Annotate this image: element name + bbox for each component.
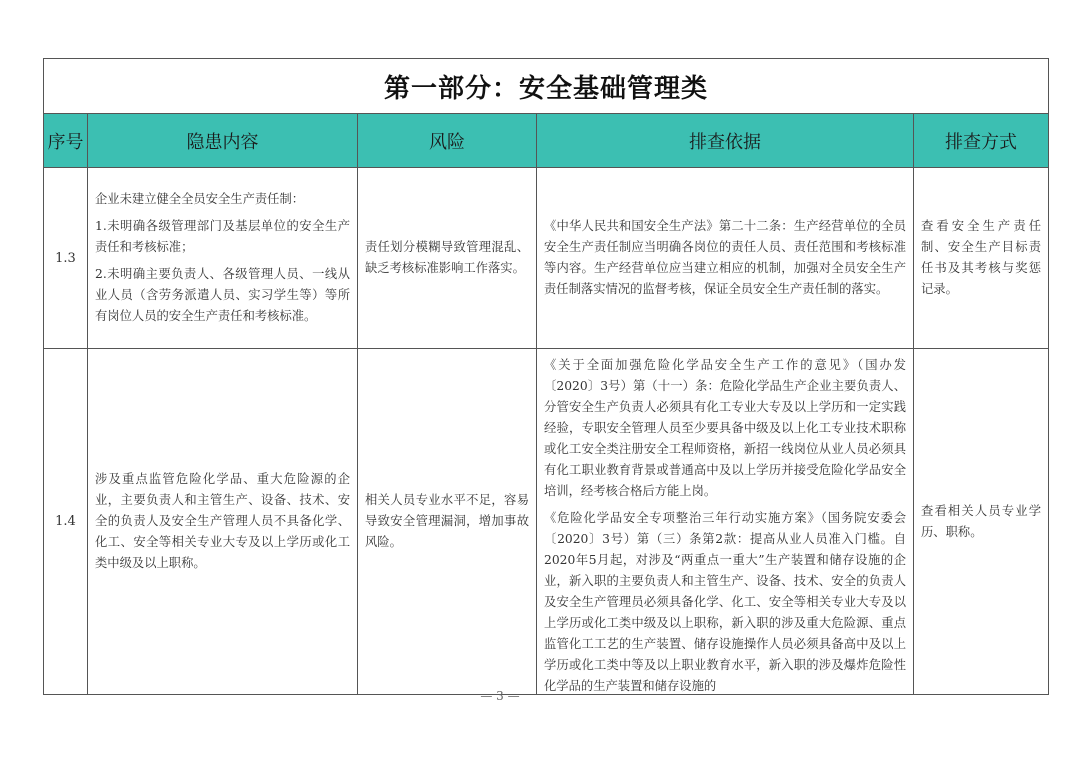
basis-cell: 《中华人民共和国安全生产法》第二十二条：生产经营单位的全员安全生产责任制应当明确各岗位的责任人员、责任范围和考核标准等内容。生产经营单位应当建立相应的机制，加强对全员安全生产责任制落实情况的监督考核，保证全员安全生产责任制的落实。 — [537, 168, 914, 349]
header-serial: 序号 — [44, 114, 88, 168]
hazard-cell: 涉及重点监管危险化学品、重大危险源的企业，主要负责人和主管生产、设备、技术、安全的负责人及安全生产管理人员不具备化学、化工、安全等相关专业大专及以上学历或化工类中级及以上职称。 — [88, 349, 358, 695]
method-cell: 查看安全生产责任制、安全生产目标责任书及其考核与奖惩记录。 — [914, 168, 1049, 349]
hazard-text: 企业未建立健全全员安全生产责任制： — [95, 192, 305, 206]
risk-cell: 相关人员专业水平不足，容易导致安全管理漏洞，增加事故风险。 — [358, 349, 537, 695]
basis-cell — [537, 349, 914, 695]
header-basis: 排查依据 — [537, 114, 914, 168]
hazard-text: 2.未明确主要负责人、各级管理人员、一线从业人员（含劳务派遣人员、实习学生等）等所有岗位人员的安全生产责任和考核标准。 — [95, 267, 350, 323]
row-number: 1.3 — [44, 168, 88, 349]
header-risk: 风险 — [358, 114, 537, 168]
basis-text: 《危险化学品安全专项整治三年行动实施方案》（国务院安委会〔2020〕3号）第（三）条第2款：提高从业人员准入门槛。自2020年5月起，对涉及“两重点一重大”生产装置和储存设施的企业，新入职的主要负责人和主管生产、设备、技术、安全的负责人及安全生产管理员必须具备化学、化工、安全等相关专业大专及以上学历或化工类中级及以上职称，新入职的涉及重大危险源、重点监管化工工艺的生产装置、储存设施操作人员必须具备高中及以上学历或化工类中等及以上职业教育水平，新入职的涉及爆炸危险性化学品的生产装置和储存设施的 — [544, 511, 906, 693]
hazard-cell — [88, 168, 358, 349]
hazard-text: 1.未明确各级管理部门及基层单位的安全生产责任和考核标准； — [95, 219, 350, 254]
basis-text: 《关于全面加强危险化学品安全生产工作的意见》（国办发〔2020〕3号）第（十一）条：危险化学品生产企业主要负责人、分管安全生产负责人必须具有化工专业大专及以上学历和一定实践经验，专职安全管理人员至少要具备中级及以上化工专业技术职称或化工安全类注册安全工程师资格，新招一线岗位从业人员必须具有化工职业教育背景或普通高中及以上学历并接受危险化学品安全培训，经考核合格后方能上岗。 — [544, 358, 906, 498]
row-number: 1.4 — [44, 349, 88, 695]
table-row — [44, 349, 1049, 695]
method-cell: 查看相关人员专业学历、职称。 — [914, 349, 1049, 695]
page-number: — 3 — — [480, 689, 520, 703]
header-hazard: 隐患内容 — [88, 114, 358, 168]
table-title: 第一部分：安全基础管理类 — [44, 59, 1049, 114]
risk-cell: 责任划分模糊导致管理混乱、缺乏考核标准影响工作落实。 — [358, 168, 537, 349]
header-method: 排查方式 — [914, 114, 1049, 168]
table-row — [44, 168, 1049, 349]
hazard-table — [43, 58, 1049, 695]
